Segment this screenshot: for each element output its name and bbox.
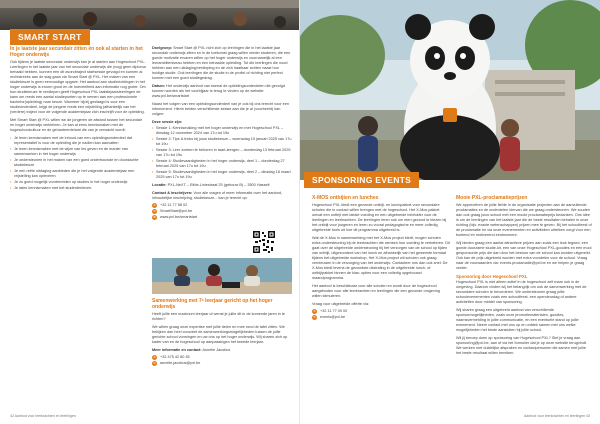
list-item: • Je leren kennismaken met de wijze van les geven en de manier van samenwerken in het hoger onderwijs [10,147,146,157]
lecture-hall-photo [0,0,300,30]
locatie-paragraph [152,183,292,188]
xmos-phone[interactable]: +32 11 77 00 00 [320,309,348,313]
doelgroep-paragraph [152,46,292,81]
sponsoring-heading: Sponsoring door Hogeschool PXL [456,274,528,279]
doelgroep-text: Smart Start @ PXL richt zich op leerlingen die in het laatste jaar secundair onderwijs zitten en in de toekomst graag willen verder studeren, die een goede motivatie ervaren willen op het hoger onderwijs en voornamelijk al een leerambitieniveau hebben en een behaalde opleiding. Tot die leerlingen die nood hebben aan een uitdaging/verdieping en de zich haalbaar achten naast hun huidige studie. Ook leerlingen die de studie in de profiel of richting niet perfect kunnen met een goed studiegedrag. [152,46,291,80]
samenwerking-phone[interactable]: +32 475 42 80 45 [160,355,190,359]
right-page-footer: Aanbod voor leerkrachten en leerlingen 43 [524,414,590,418]
proclamatie-heading: Mooie PXL-proclamatieprijzen [456,195,528,201]
list-item: • Sessie 1: Kennismaking met het hoger onderwijs en met Hogeschool PXL – dinsdag 12 november 2024 van 17u tot 19u [152,126,292,136]
xmos-paragraph-3: Het aanbod is beschikbaar voor alle scholen en wordt door de hogeschool aangeboden voor alle leerkrachten en leerlingen die een gezonde omgeving willen stimuleren. [312,284,440,298]
smart-start-intro: Ook tijdens je laatste secundair onderwijs kan je al starten aan Hogeschool PXL. Leerlingen in het laatste jaar van het secundair onderwijs die (nog) geen diploma behaald hebben, kunnen een dit avondtraject startsessie gevolgd en kunnen al rechtstreeks aan de slag gaan via Smart Start @ PXL. Het maken van een studiekeuze is geen eenvoudige opgave. Het aanbod aan studierichtingen in het hoger onderwijs is enorm groot en de hoeveelheid aan informatie nog groter. Om hun studiekeuze te verdiepen geeft Hogeschool PXL laatstejaarsleerlingen de kans om reeds een aantal studiepunten op te nemen aan een professionele bachelor(opleiding) naar keuze. Wanneer hij/zij geslaagd is voor een studieonderdeel, krijgt de jongere reeds een vrijstelling (afhankelijk van het (verdere) traject voor de volgende academiejaar zich inschrijft voor de opleiding. [10,60,146,114]
contact-block [152,191,292,221]
students-laptop-illustration [152,258,292,294]
contact-text: Voor alle vragen of meer informatie over het aanbod, inhoudelijke inschrijving, studiekeuze... kan je terecht op: [152,191,283,200]
proclamatie-paragraph-1: We appreciëren de jullie liefde in de organisatie projecten aan de aanvullende proclamaties en de onderdelen hiervan die we graag ondersteunen. We zouden dan ook graag jouw school met een mooie proclamatieprijs bedanken. Ons idee is om de leerlingen van het laatste jaar die de beste resultaten behalen in onze richting (bijv. exacte wetenschappen) prijzen mee te geven. Bij het schoolfeest of de proclamatie en via onze evenementen en activiteiten uitreiken zorgt voor een boeiend en motiverend eindmoment. [456,203,592,237]
samenwerking-intro: Heeft jullie een maximum leerjaar of wenst je jullie dit in de komende jaren in te richten? [152,312,285,321]
contact-paragraph [152,191,292,201]
students-laptop-photo [152,258,292,294]
xmos-heading: X-MOS ontbijten en lunches [312,195,379,201]
left-column-2 [152,46,292,258]
sponsoring-paragraph-1: Hogeschool PXL is niet alleen actief in de hogeschool zelf maar ook in de omgeving. Daarom vinden wij het belangrijk om ook de samenwerking met de secundaire scholen te bevorderen. We ondersteunen graag jullie schoolevenementen zoals een schoolfeest, een opendeurdag of andere activiteiten door middel van sponsoring. [456,280,587,305]
sessions-label [152,120,292,125]
samenwerking-email-row[interactable] [152,361,292,366]
xmos-paragraph-2: Wat de X-Mos in samenwerking met het X-Mos project biedt, mogen scholen extra ondersteuning bij de leerkrachten die wensen hun voeding te verbeteren. Dit gaat over de uitgebreide ondersteuning bij het verzorgen van de school op tijden van ontbijt, uitgezonderd van het lunch en afhankelijk van het gewenste formaat tijdens het uitgebreide workshop. Het X-Mos project wil scholen ook graag vernieuwen in de verzorging van het onderwijs. Contacteer ons dan ook snel: De X-Mos biedt tevens de gezondste uitstraling in de uitgebreide lunch- of ontbijtpakket binnen de klas: opties voor een volledig opgebouwd maandprogramma. [312,236,450,280]
samenwerking-email[interactable]: annelie.jacobus@pxl.be [160,361,201,365]
datum-label: Datum: [152,84,166,88]
contact-email-row[interactable] [152,209,292,214]
doelgroep-label: Doelgroep: [152,46,173,50]
left-page-footer: 42 Aanbod voor leerkrachten en leerlingen [10,414,76,418]
right-column-2 [456,195,592,409]
panda-mascot-photo [300,0,600,180]
list-item: • Je zo goed mogelijk voorbereiden op studies in het hoger onderwijs [10,180,146,185]
smart-start-goal: Met Smart Start @ PXL willen we de jongeren de afstand tussen het secundair en hoger onderwijs verkleinen. Je kan al eens kennismaken met de hogeschoolcultuur en de gehanteerde/wat die van je verwacht wordt: [10,118,143,132]
contact-web-row[interactable] [152,215,292,220]
contact-label: Contact & inschrijven: [152,191,193,195]
phone-icon: ✆ [313,309,316,313]
smart-start-banner: SMART START [10,29,90,45]
contact-phone-row[interactable] [152,203,292,208]
xmos-paragraph-1: Hogeschool PXL biedt een gezonde ontbijt- en lunchpakket voor secundaire scholen die in contact willen brengen met de hogeschool. Het X-Mos pakket omvat een ontbijt met ideale voeding en een uitgebreide infofolder voor de leerlingen en leerkrachten. De leerlingen leren ook om eten gezond te kiezen bij het ontbijt voor jongeren en leren zo vooral pedagogische en meer volledig uitgebreide tools uit hoe dit programma uitgebreid is. [312,203,447,232]
samenwerking-heading: Samenwerking met 7ᵉ leerjaar gericht op het hoger onderwijs [152,298,273,310]
sessions-list [152,126,292,180]
info-label: Meer informatie en contact: [152,348,202,352]
samenwerking-phone-row[interactable] [152,355,292,360]
xmos-email[interactable]: events@pxl.be [320,315,346,319]
contact-details [152,191,292,221]
left-column-1 [10,46,146,408]
datum-paragraph [152,84,292,99]
list-item: • Sessie 4: Studievaardigheden in het hoger onderwijs, deel 1 – donderdag 27 februari 2025 van 17u tot 19u [152,159,292,169]
mail-icon: ✉ [153,361,156,365]
xmos-email-row[interactable] [312,315,450,320]
samenwerking-info [152,348,292,353]
contact-web[interactable]: www.pxl.be/smartstart [160,215,198,219]
samenwerking-text: We willen graag onze expertise met jullie delen en mee rond de tafel zitten. We bekijken dan heel concreet de samenwerkingsmogelijkheden tussen de jullie gerichte school vormingen en uw ons op het hoger onderwijs. Wij sharen zich op kader van en de hogeschool op aanpassingen het tweede leerjaar. [152,325,288,344]
datum-text: Het onderwijs aanbod van tweeal de opleidingsonderdelen die gevolgd kunnen worden als het voorbijjaar is terug te vinden op de website: www.pxl.be/smartstart [152,84,285,98]
xmos-more: Vraag voor uitgebreide offerte via: [312,302,369,306]
sessions-label-text: Deze sessie zijn: [152,120,183,124]
left-column-2-lower [152,298,292,408]
contact-phone[interactable]: +32 11 77 58 02 [160,203,188,207]
mail-icon: ✉ [153,209,156,213]
locatie-text: PXL-NeXT – Elfde-Liniestraat 25 (gebouw B) – 3500 Hasselt [167,183,270,187]
info-name: Annelie Jacobus [202,348,231,352]
list-item: • Sessie 3: Leer zoeken te behoren in taart-leergen – donderdag 13 februari 2025 van 17u tot 19u [152,148,292,158]
list-item: • Sessie 2: Tips & tricks bij jouw studiekeuze – woensdag 15 januari 2025 van 17u tot 19u [152,137,292,147]
panda-mascot-illustration [300,0,600,180]
sponsoring-events-banner: SPONSORING EVENTS [304,172,419,188]
phone-icon: ✆ [153,355,156,359]
sponsoring-paragraph-3: Wil jij beroep doen op sponsoring van Hogeschool PXL? Stel je vraag aan sponsoring@pxl.be, aan of via het formulier dat je op onze website terugvindt. We werken met duidelijke afspraken en contactpersonen die samen met jullie het beste resultaat willen bereiken. [456,336,587,356]
qr-code-icon[interactable] [252,230,276,254]
list-item: • Je laten kennismaken met het studentenleven. [10,186,146,191]
locatie-label: Locatie: [152,183,167,187]
infomoment-paragraph: Naast het volgen van een opleidingsonderdeel van je ook bij ons terecht voor een infomoment. Hierin beiden verschillende sessie aan die je al (voorbeeld) kan volgen: [152,102,289,116]
contact-email[interactable]: SmartStart@pxl.be [160,209,193,213]
smart-start-goals-list [10,136,146,191]
list-item: • Sessie 5: Studievaardigheden in het hoger onderwijs, deel 2 – dinsdag 18 maart 2025 van 17u tot 19u [152,170,292,180]
sponsoring-paragraph-2: Wij sharen graag een uitgebreid aanbod van verschillende sponsormogelijkheden, zoals onze promotiematerialen, goodies, naamsvermelding in jullie communicatie, en een eventuele stand op jullie evenement. Neem contact met ons op en ontdek samen met ons welke mogelijkheden het beste aansluiten bij jullie school. [456,308,579,333]
proclamatie-paragraph-2: Wij bieden graag een aantal attractieve prijzen aan zoals een leuk tegoed, een goede duurzame studie-kit, een van onze Hogeschool PXL-goodies en een mooi gesponsorde prijs die dan door het bestuur van de school kan worden uitgereikt. Ook kan de prijs uitgebreid worden met extra voordelen voor de school. Vraag naar de voorwaarden via: events.proclamatie@pxl.be en we helpen je graag verder. [456,241,592,270]
lecture-hall-illustration [0,0,300,30]
smart-start-heading: In je laatste jaar secundair zitten én ook al starten in het Hoger onderwijs [10,46,143,58]
right-page [300,0,600,424]
xmos-phone-row[interactable] [312,309,450,314]
list-item: • Je leren kennismaken met de inhoud van een opleidingsonderdeel dat representatief is voor de opleiding die je nadien kan aanvatten [10,136,146,146]
phone-icon: ✆ [153,203,156,207]
mail-icon: ✉ [313,315,316,319]
list-item: • Je een reële uitdaging aanbieden die je het volgende academiejaar een vrijstelling kan opleveren [10,169,146,179]
globe-icon: ⌘ [153,215,156,219]
right-column-1 [312,195,450,409]
list-item: • Je ondersteunen in het maken van een goed onderbouwde en doordachte studiekeuze [10,158,146,168]
